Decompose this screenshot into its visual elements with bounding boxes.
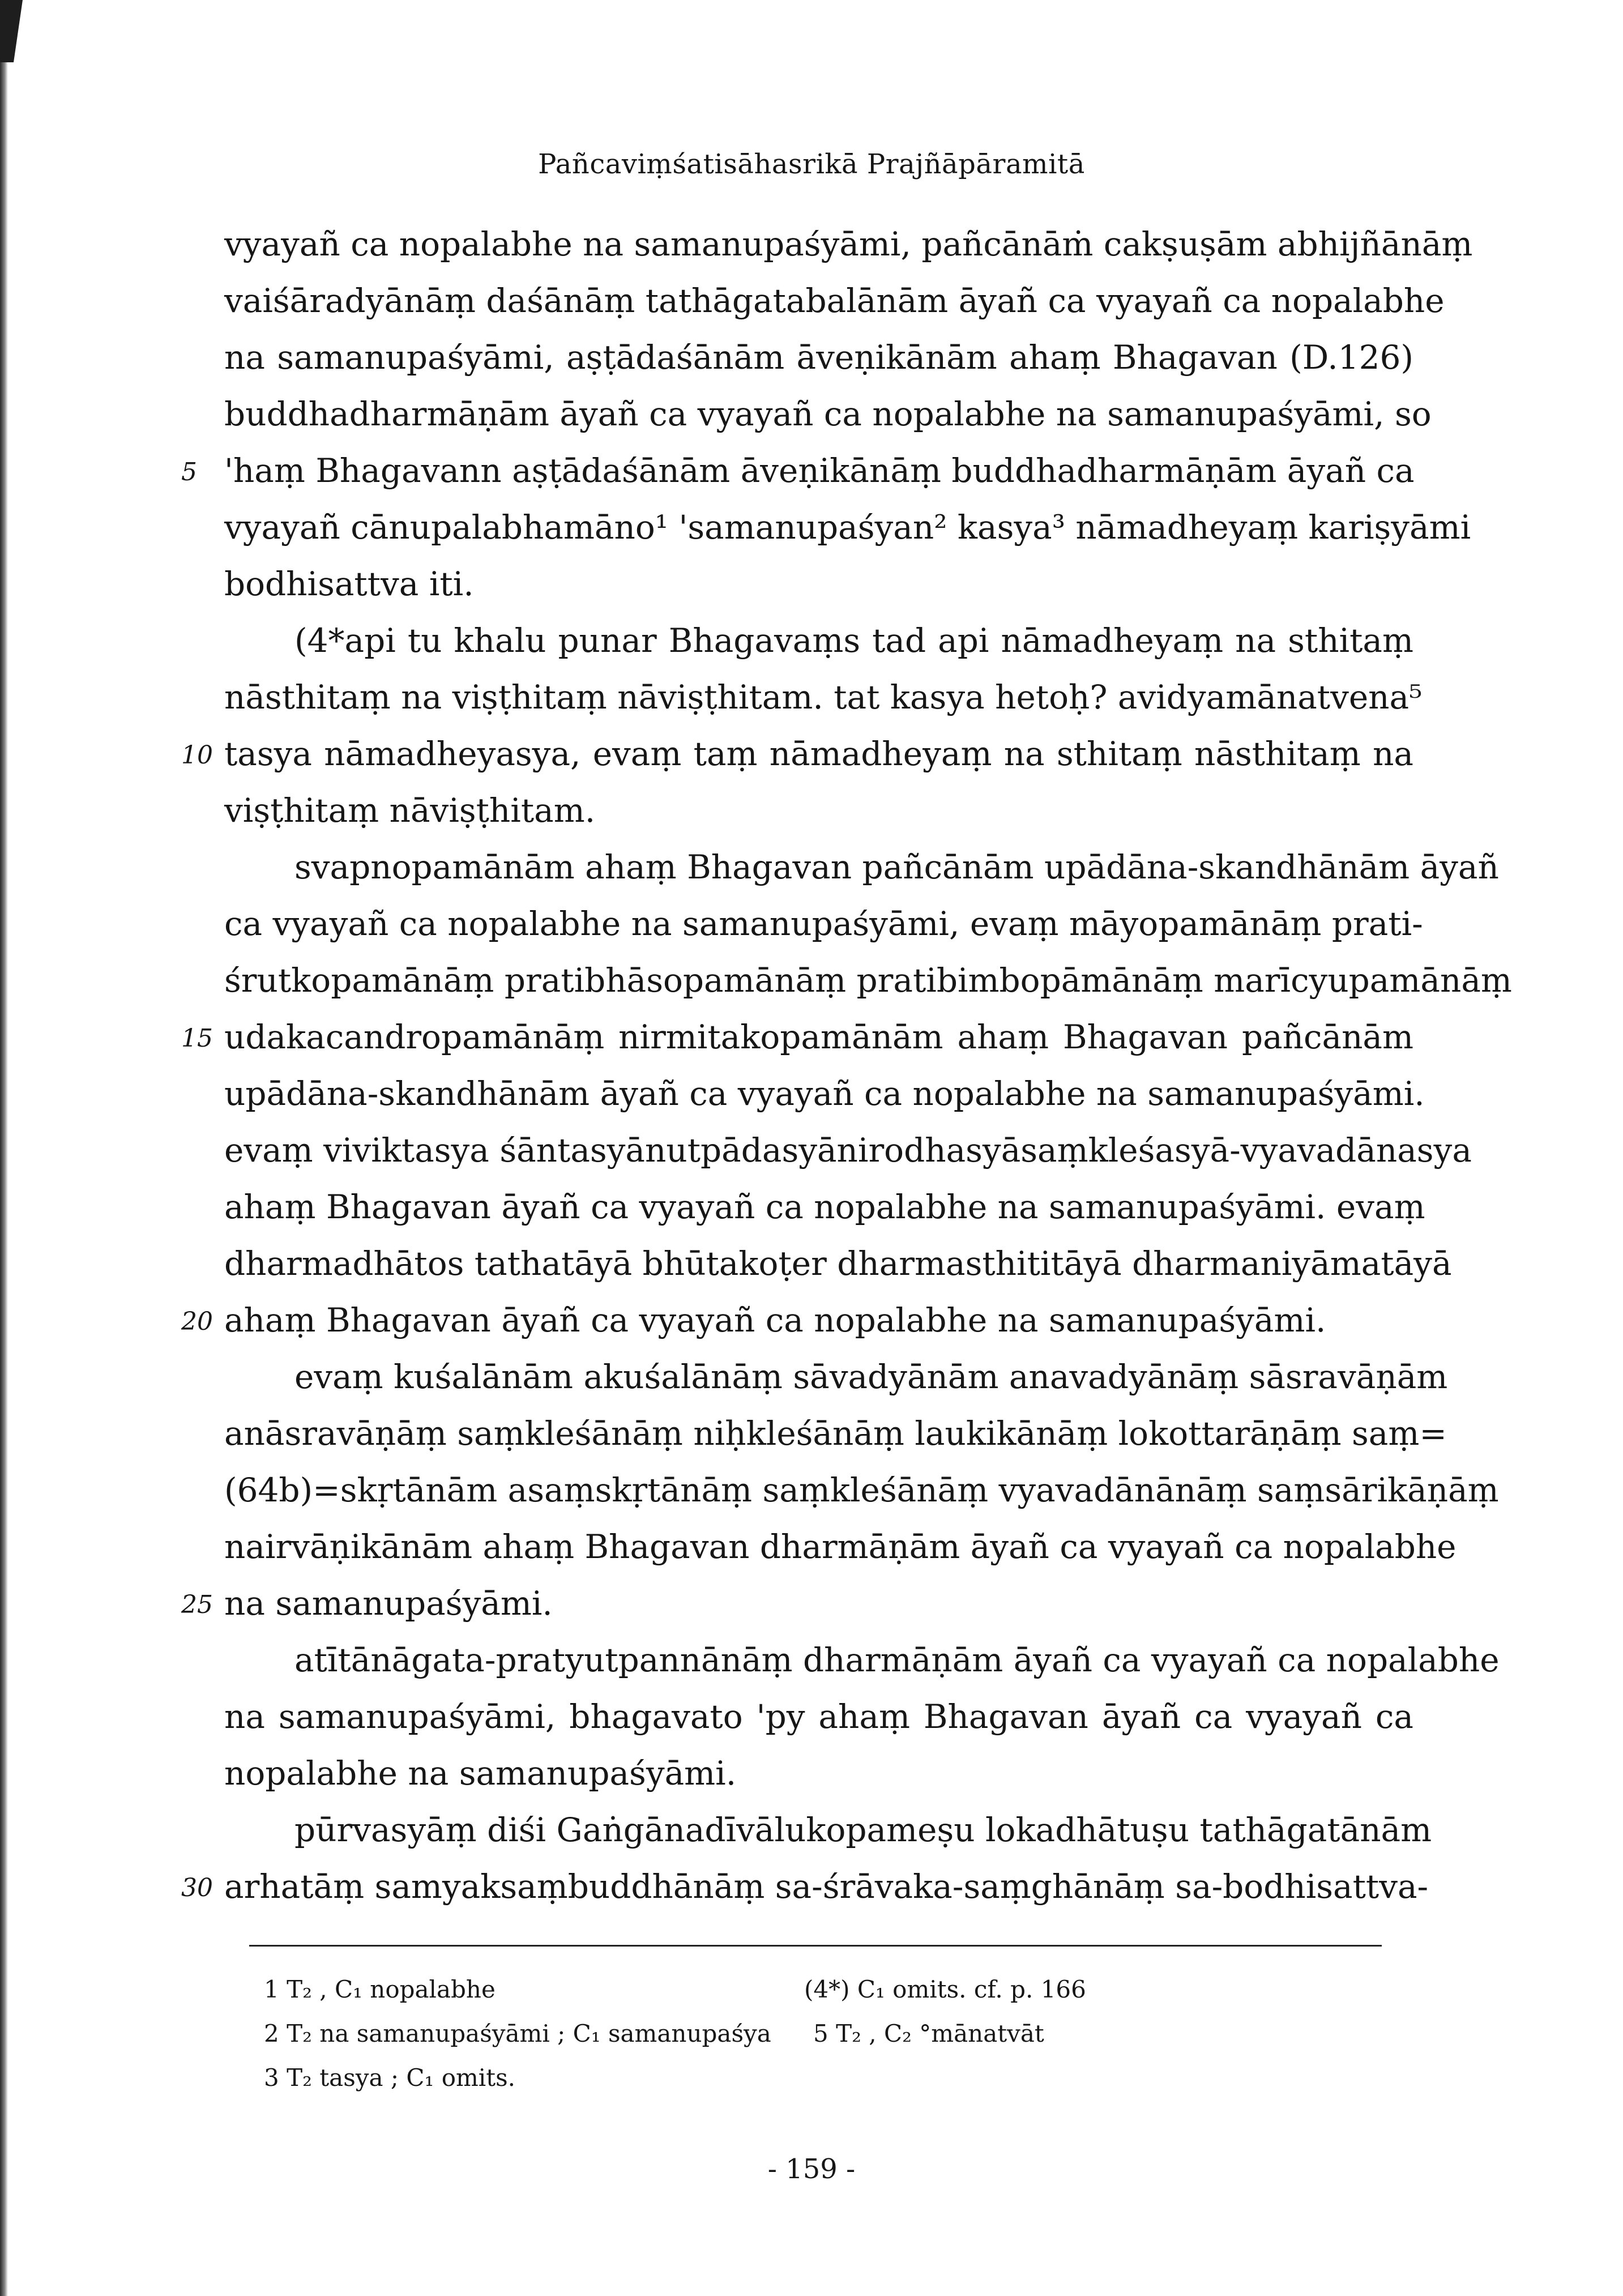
text-line: tasya nāmadheyasya, evaṃ taṃ nāmadheyaṃ na sthitaṃ nāsthitaṃ na	[224, 735, 1413, 773]
text-line: (64b)=skṛtānām asaṃskṛtānāṃ saṃkleśānāṃ vyavadānānāṃ saṃsārikāṇāṃ	[224, 1471, 1499, 1509]
text-line: vyayañ ca nopalabhe na samanupaśyāmi, pañcānāṁ cakṣuṣām abhijñānāṃ	[224, 225, 1473, 263]
footnote: 3 T₂ tasya ; C₁ omits.	[264, 2064, 516, 2092]
text-line: evaṃ kuśalānām akuśalānāṃ sāvadyānām anavadyānāṃ sāsravāṇām	[294, 1358, 1448, 1396]
text-line: na samanupaśyāmi.	[224, 1584, 553, 1623]
line-number: 30	[181, 1873, 213, 1902]
text-line: (4*api tu khalu punar Bhagavaṃs tad api nāmadheyaṃ na sthitaṃ	[294, 621, 1413, 660]
text-line: ca vyayañ ca nopalabhe na samanupaśyāmi, evaṃ māyopamānāṃ prati-	[224, 904, 1423, 943]
footnote: 1 T₂ , C₁ nopalabhe	[264, 1975, 496, 2003]
line-number: 5	[181, 458, 197, 486]
text-line: arhatāṃ samyaksaṃbuddhānāṃ sa-śrāvaka-saṃghānāṃ sa-bodhisattva-	[224, 1867, 1429, 1906]
text-line: evaṃ viviktasya śāntasyānutpādasyānirodhasyāsaṃkleśasyā-vyavadānasya	[224, 1131, 1472, 1170]
footnote: 5 T₂ , C₂ °mānatvāt	[813, 2020, 1044, 2047]
text-line: nāsthitaṃ na viṣṭhitaṃ nāviṣṭhitam. tat kasya hetoḥ? avidyamānatvena⁵	[224, 678, 1423, 716]
text-line: pūrvasyāṃ diśi Gaṅgānadīvālukopameṣu lokadhātuṣu tathāgatānām	[294, 1811, 1432, 1849]
text-line: svapnopamānām ahaṃ Bhagavan pañcānām upādāna-skandhānām āyañ	[294, 848, 1499, 886]
line-number: 20	[181, 1307, 213, 1336]
scan-edge	[0, 0, 8, 2296]
text-line: bodhisattva iti.	[224, 565, 474, 603]
scan-mark	[0, 0, 23, 62]
footnote: 2 T₂ na samanupaśyāmi ; C₁ samanupaśya	[264, 2020, 771, 2047]
text-line: udakacandropamānāṃ nirmitakopamānām ahaṃ Bhagavan pañcānām	[224, 1018, 1413, 1056]
text-line: vaiśāradyānāṃ daśānāṃ tathāgatabalānām āyañ ca vyayañ ca nopalabhe	[224, 281, 1445, 320]
line-number: 10	[181, 741, 213, 770]
running-head: Pañcaviṃśatisāhasrikā Prajñāpāramitā	[538, 148, 1085, 180]
text-line: buddhadharmāṇām āyañ ca vyayañ ca nopalabhe na samanupaśyāmi, so	[224, 395, 1432, 433]
text-line: dharmadhātos tathatāyā bhūtakoṭer dharmasthititāyā dharmaniyāmatāyā	[224, 1244, 1452, 1283]
text-line: na samanupaśyāmi, bhagavato 'py ahaṃ Bhagavan āyañ ca vyayañ ca	[224, 1697, 1413, 1736]
text-line: atītānāgata-pratyutpannānāṃ dharmāṇām āyañ ca vyayañ ca nopalabhe	[294, 1641, 1500, 1679]
text-line: vyayañ cānupalabhamāno¹ 'samanupaśyan² kasya³ nāmadheyaṃ kariṣyāmi	[224, 508, 1471, 547]
text-line: anāsravāṇāṃ saṃkleśānāṃ niḥkleśānāṃ laukikānāṃ lokottarāṇāṃ saṃ=	[224, 1414, 1447, 1453]
footnote-rule	[249, 1945, 1382, 1947]
text-line: upādāna-skandhānām āyañ ca vyayañ ca nopalabhe na samanupaśyāmi.	[224, 1074, 1425, 1113]
text-line: viṣṭhitaṃ nāviṣṭhitam.	[224, 791, 596, 830]
line-number: 15	[181, 1024, 213, 1053]
page-number: - 159 -	[767, 2153, 856, 2185]
text-line: śrutkopamānāṃ pratibhāsopamānāṃ pratibimbopāmānāṃ marīcyupamānāṃ	[224, 961, 1512, 1000]
text-line: 'haṃ Bhagavann aṣṭādaśānām āveṇikānāṃ buddhadharmāṇām āyañ ca	[224, 451, 1415, 490]
text-line: ahaṃ Bhagavan āyañ ca vyayañ ca nopalabhe na samanupaśyāmi.	[224, 1301, 1326, 1339]
text-line: na samanupaśyāmi, aṣṭādaśānām āveṇikānām ahaṃ Bhagavan (D.126)	[224, 338, 1413, 377]
text-line: nopalabhe na samanupaśyāmi.	[224, 1754, 737, 1793]
footnote: (4*) C₁ omits. cf. p. 166	[804, 1975, 1086, 2003]
text-line: nairvāṇikānām ahaṃ Bhagavan dharmāṇām āyañ ca vyayañ ca nopalabhe	[224, 1527, 1457, 1566]
line-number: 25	[181, 1590, 213, 1619]
text-line: ahaṃ Bhagavan āyañ ca vyayañ ca nopalabhe na samanupaśyāmi. evaṃ	[224, 1188, 1425, 1226]
